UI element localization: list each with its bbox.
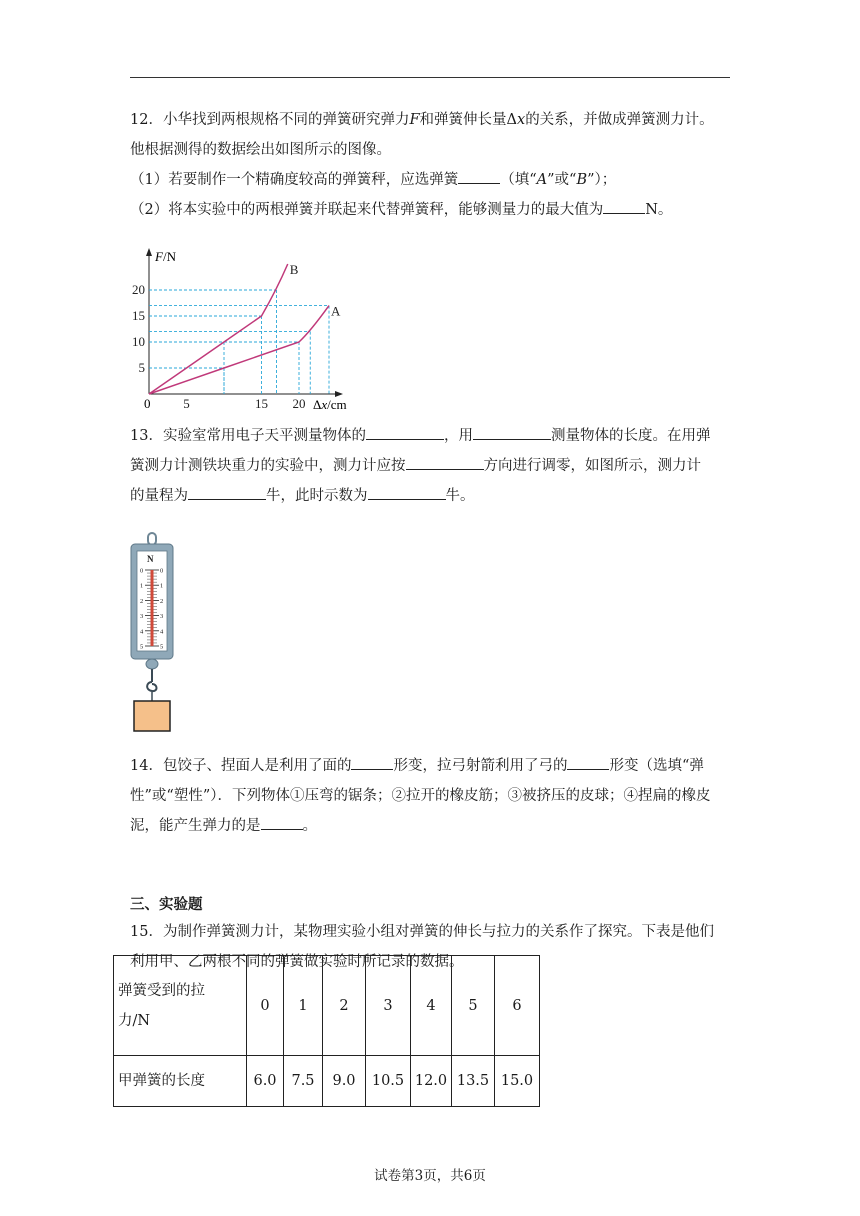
q15-line-1: 15．为制作弹簧测力计，某物理实验小组对弹簧的伸长与拉力的关系作了探究。下表是他们 (130, 924, 714, 940)
y-tick-label: 20 (132, 282, 145, 297)
q14-line-2: 性”或“塑性”）．下列物体①压弯的锯条；②拉开的橡皮筋；③被挤压的皮球；④捏扁的橡皮 (130, 788, 711, 804)
q12-line-2: 他根据测得的数据绘出如图所示的图像。 (130, 142, 391, 158)
origin-label: 0 (144, 396, 151, 411)
answer-blank[interactable] (458, 167, 500, 184)
spring-scale-illustration (128, 532, 178, 737)
answer-blank[interactable] (351, 753, 393, 770)
table-row (114, 1056, 540, 1107)
q14-line-3: 泥，能产生弹力的是 。 (130, 811, 734, 841)
answer-blank[interactable] (473, 423, 551, 440)
table-cell: 12.0 (411, 1056, 452, 1107)
force-extension-graph (125, 242, 365, 414)
x-tick-label: 15 (255, 396, 268, 411)
question-12 (130, 105, 734, 225)
table-cell: 1 (284, 956, 323, 1056)
scale-number-left: 2 (140, 597, 144, 605)
table-cell: 7.5 (284, 1056, 323, 1107)
answer-blank[interactable] (406, 453, 484, 470)
table-cell: 5 (452, 956, 495, 1056)
table-cell: 15.0 (495, 1056, 540, 1107)
q12-part-1: （1）若要制作一个精确度较高的弹簧秤，应选弹簧 （填“A”或“B”）； (130, 165, 734, 195)
y-tick-label: 15 (132, 308, 145, 323)
scale-number-left: 0 (140, 567, 144, 575)
header-rule (130, 77, 730, 78)
hanging-ring (148, 533, 156, 545)
spring-data-table (113, 955, 540, 1107)
iron-block (134, 701, 170, 731)
x-tick-label: 5 (183, 396, 190, 411)
series-label-a: A (331, 303, 341, 319)
q15-line-2: 利用甲、乙两根不同的弹簧做实验时所记录的数据。 (130, 954, 464, 970)
q12-part-2: （2）将本实验中的两根弹簧并联起来代替弹簧秤，能够测量力的最大值为 N。 (130, 195, 734, 225)
answer-blank[interactable] (261, 813, 303, 830)
table-cell: 3 (366, 956, 411, 1056)
scale-number-right: 3 (160, 613, 164, 621)
question-13 (130, 421, 734, 511)
section-heading: 三、实验题 (130, 897, 203, 913)
x-tick-label: 20 (292, 396, 306, 411)
scale-number-right: 0 (160, 567, 164, 575)
scale-number-left: 4 (140, 628, 144, 636)
table-cell: 2 (323, 956, 366, 1056)
answer-blank[interactable] (188, 483, 266, 500)
y-tick-label: 10 (132, 334, 145, 349)
series-line-a (149, 306, 329, 394)
scale-number-right: 2 (160, 597, 164, 605)
scale-bottom-eye (146, 659, 158, 669)
table-cell: 6.0 (247, 1056, 284, 1107)
scale-number-right: 1 (160, 582, 164, 590)
y-axis-label: F/N (155, 249, 176, 264)
scale-number-right: 4 (160, 628, 164, 636)
table-cell: 6 (495, 956, 540, 1056)
scale-number-left: 3 (140, 613, 144, 621)
q12-line-1: 12．小华找到两根规格不同的弹簧研究弹力F和弹簧伸长量Δx的关系，并做成弹簧测力计。 (130, 112, 714, 128)
y-tick-label: 5 (138, 360, 145, 375)
answer-blank[interactable] (366, 423, 444, 440)
scale-number-right: 5 (160, 643, 164, 651)
scale-number-left: 1 (140, 582, 144, 590)
table-row (114, 956, 540, 1056)
table-cell: 4 (411, 956, 452, 1056)
answer-blank[interactable] (368, 483, 446, 500)
table-cell: 10.5 (366, 1056, 411, 1107)
answer-blank[interactable] (603, 197, 645, 214)
answer-blank[interactable] (567, 753, 609, 770)
scale-hook (147, 669, 156, 691)
page-footer: 试卷第3页，共6页 (374, 1168, 486, 1184)
table-cell: 9.0 (323, 1056, 366, 1107)
scale-number-left: 5 (140, 643, 144, 651)
x-axis-label: Δx/cm (313, 397, 347, 412)
scale-indicator (151, 570, 154, 646)
table-cell: 13.5 (452, 1056, 495, 1107)
scale-unit-label: N (147, 554, 154, 564)
table-header-cell: 甲弹簧的长度 (114, 1056, 247, 1107)
question-14 (130, 751, 734, 841)
series-label-b: B (289, 262, 299, 277)
q13-line-1: 13．实验室常用电子天平测量物体的 ，用 测量物体的长度。在用弹 (130, 421, 734, 451)
table-header-cell: 弹簧受到的拉 力/N (114, 956, 247, 1056)
series-line-b (149, 264, 288, 394)
q13-line-3: 的量程为 牛，此时示数为 牛。 (130, 481, 734, 511)
table-cell: 0 (247, 956, 284, 1056)
y-axis-arrow (146, 248, 152, 256)
q14-line-1: 14．包饺子、捏面人是利用了面的 形变，拉弓射箭利用了弓的 形变（选填“弹 (130, 751, 734, 781)
q13-line-2: 簧测力计测铁块重力的实验中，测力计应按 方向进行调零，如图所示，测力计 (130, 451, 734, 481)
